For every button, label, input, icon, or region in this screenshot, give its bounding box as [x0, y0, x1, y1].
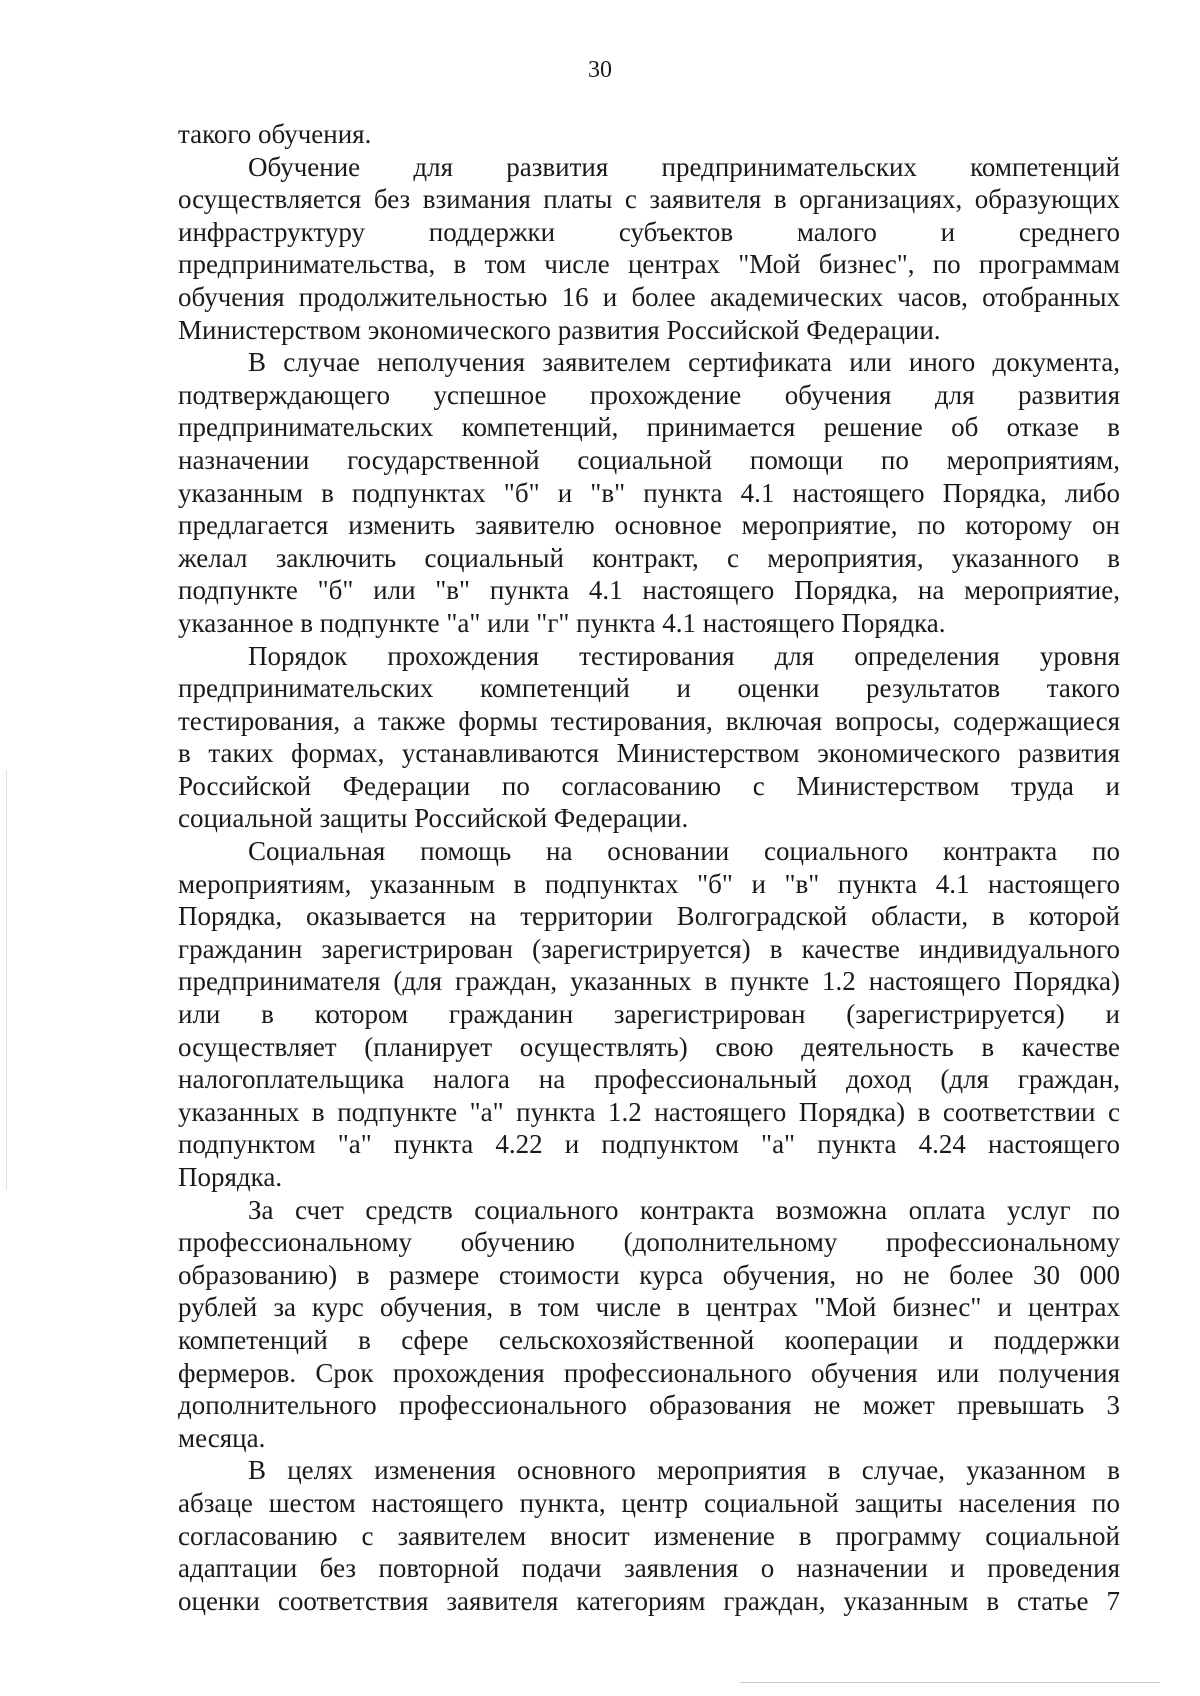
text-line: Министерством экономического развития Российской Федерации. [178, 314, 941, 345]
text-line: в таких формах, устанавливаются Министерством экономического развития [178, 738, 1120, 769]
text-line: Российской Федерации по согласованию с Министерством труда и [178, 770, 1120, 801]
text-line: рублей за курс обучения, в том числе в центрах "Мой бизнес" и центрах [178, 1292, 1120, 1323]
text-line: предпринимателя (для граждан, указанных в пункте 1.2 настоящего Порядка) [178, 966, 1120, 997]
text-line: согласованию с заявителем вносит изменение в программу социальной [178, 1520, 1120, 1551]
text-line: инфраструктуру поддержки субъектов малого и среднего [178, 216, 1120, 247]
text-line: Порядок прохождения тестирования для определения уровня [248, 640, 1120, 671]
text-line: социальной защиты Российской Федерации. [178, 803, 689, 834]
text-line: такого обучения. [178, 119, 372, 149]
text-line: мероприятиям, указанным в подпунктах "б" и "в" пункта 4.1 настоящего [178, 868, 1120, 899]
text-line: предпринимательских компетенций и оценки результатов такого [178, 673, 1120, 704]
text-line: оценки соответствия заявителя категориям граждан, указанным в статье 7 [178, 1585, 1120, 1616]
text-line: дополнительного профессионального образования не может превышать 3 [178, 1390, 1120, 1421]
text-line: предпринимательства, в том числе центрах "Мой бизнес", по программам [178, 249, 1120, 280]
text-line: подпункте "б" или "в" пункта 4.1 настоящего Порядка, на мероприятие, [178, 575, 1120, 606]
text-line: профессиональному обучению (дополнительному профессиональному [178, 1227, 1120, 1258]
text-line: образованию) в размере стоимости курса обучения, но не более 30 000 [178, 1259, 1120, 1290]
scan-edge-mark [6, 770, 7, 1190]
text-line: осуществляется без взимания платы с заявителя в организациях, образующих [178, 184, 1120, 215]
text-line: налогоплательщика налога на профессиональный доход (для граждан, [178, 1064, 1120, 1095]
text-line: подпунктом "а" пункта 4.22 и подпунктом "а" пункта 4.24 настоящего [178, 1129, 1120, 1160]
text-line: предпринимательских компетенций, принимается решение об отказе в [178, 412, 1120, 443]
text-line: За счет средств социального контракта возможна оплата услуг по [248, 1194, 1120, 1225]
text-line: указанным в подпунктах "б" и "в" пункта 4.1 настоящего Порядка, либо [178, 477, 1120, 508]
document-body [178, 118, 1120, 1617]
text-line: назначении государственной социальной помощи по мероприятиям, [178, 444, 1120, 475]
text-line: предлагается изменить заявителю основное мероприятие, по которому он [178, 510, 1120, 541]
text-line: Обучение для развития предпринимательских компетенций [248, 151, 1120, 182]
text-line: Порядка, оказывается на территории Волгоградской области, в которой [178, 901, 1120, 932]
text-line: указанных в подпункте "а" пункта 1.2 настоящего Порядка) в соответствии с [178, 1096, 1120, 1127]
text-line: обучения продолжительностью 16 и более академических часов, отобранных [178, 281, 1120, 312]
text-line: осуществляет (планирует осуществлять) свою деятельность в качестве [178, 1031, 1120, 1062]
text-line: Социальная помощь на основании социального контракта по [248, 836, 1120, 867]
text-line: адаптации без повторной подачи заявления о назначении и проведения [178, 1553, 1120, 1584]
text-line: месяца. [178, 1422, 266, 1453]
text-line: желал заключить социальный контракт, с мероприятия, указанного в [178, 542, 1120, 573]
page-number: 30 [588, 57, 612, 83]
text-line: тестирования, а также формы тестирования, включая вопросы, содержащиеся [178, 705, 1120, 736]
text-line: В целях изменения основного мероприятия в случае, указанном в [248, 1455, 1120, 1486]
text-line: фермеров. Срок прохождения профессионального обучения или получения [178, 1357, 1120, 1388]
text-line: Порядка. [178, 1162, 283, 1192]
text-line: гражданин зарегистрирован (зарегистрируется) в качестве индивидуального [178, 933, 1120, 964]
text-line: В случае неполучения заявителем сертификата или иного документа, [248, 347, 1120, 378]
text-line: подтверждающего успешное прохождение обучения для развития [178, 379, 1120, 410]
text-line: указанное в подпункте "а" или "г" пункта 4.1 настоящего Порядка. [178, 607, 946, 638]
text-line: или в котором гражданин зарегистрирован (зарегистрируется) и [178, 999, 1120, 1030]
bottom-rule [740, 1682, 1160, 1683]
text-line: абзаце шестом настоящего пункта, центр социальной защиты населения по [178, 1487, 1120, 1518]
text-line: компетенций в сфере сельскохозяйственной кооперации и поддержки [178, 1324, 1120, 1355]
